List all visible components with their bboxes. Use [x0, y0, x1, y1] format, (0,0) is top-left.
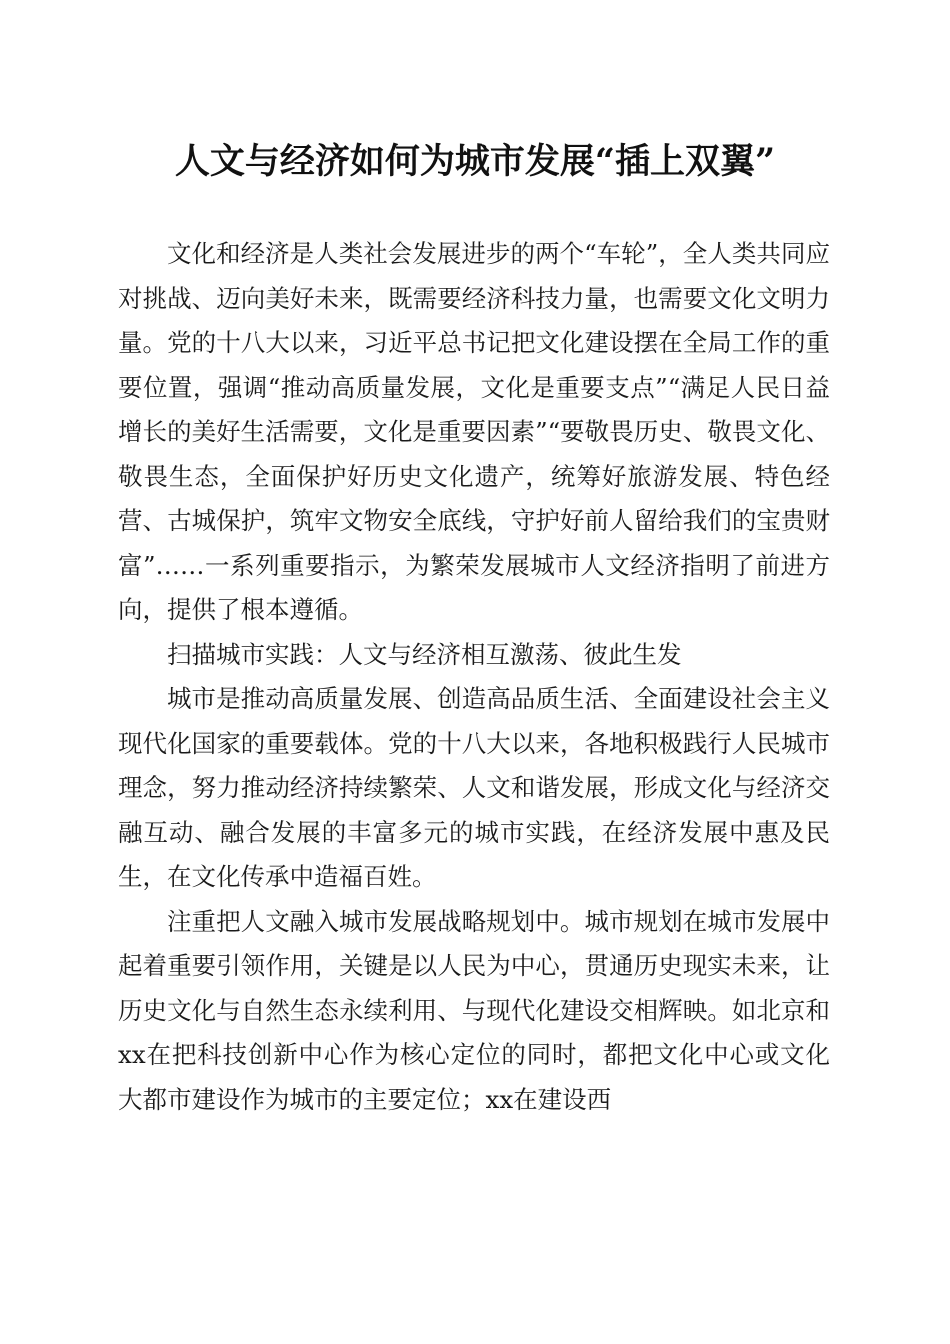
paragraph-city-practice: 城市是推动高质量发展、创造高品质生活、全面建设社会主义现代化国家的重要载体。党的十八大以来，各地积极践行人民城市理念，努力推动经济持续繁荣、人文和谐发展，形成文化与经济交融互动、融合发展的丰富多元的城市实践，在经济发展中惠及民生，在文化传承中造福百姓。 [118, 684, 830, 891]
document-body [118, 232, 830, 1122]
document-title: 人文与经济如何为城市发展“插上双翼” [174, 141, 776, 182]
paragraph-planning: 注重把人文融入城市发展战略规划中。城市规划在城市发展中起着重要引领作用，关键是以人民为中心，贯通历史现实未来，让历史文化与自然生态永续利用、与现代化建设交相辉映。如北京和xx在把科技创新中心作为核心定位的同时，都把文化中心或文化大都市建设作为城市的主要定位；xx在建设西 [118, 906, 830, 1114]
paragraph-intro: 文化和经济是人类社会发展进步的两个“车轮”，全人类共同应对挑战、迈向美好未来，既需要经济科技力量，也需要文化文明力量。党的十八大以来，习近平总书记把文化建设摆在全局工作的重要位置，强调“推动高质量发展，文化是重要支点”“满足人民日益增长的美好生活需要，文化是重要因素”“要敬畏历史、敬畏文化、敬畏生态，全面保护好历史文化遗产，统筹好旅游发展、特色经营、古城保护，筑牢文物安全底线，守护好前人留给我们的宝贵财富”……一系列重要指示，为繁荣发展城市人文经济指明了前进方向，提供了根本遵循。 [118, 239, 830, 624]
section-heading: 扫描城市实践：人文与经济相互激荡、彼此生发 [167, 639, 682, 669]
